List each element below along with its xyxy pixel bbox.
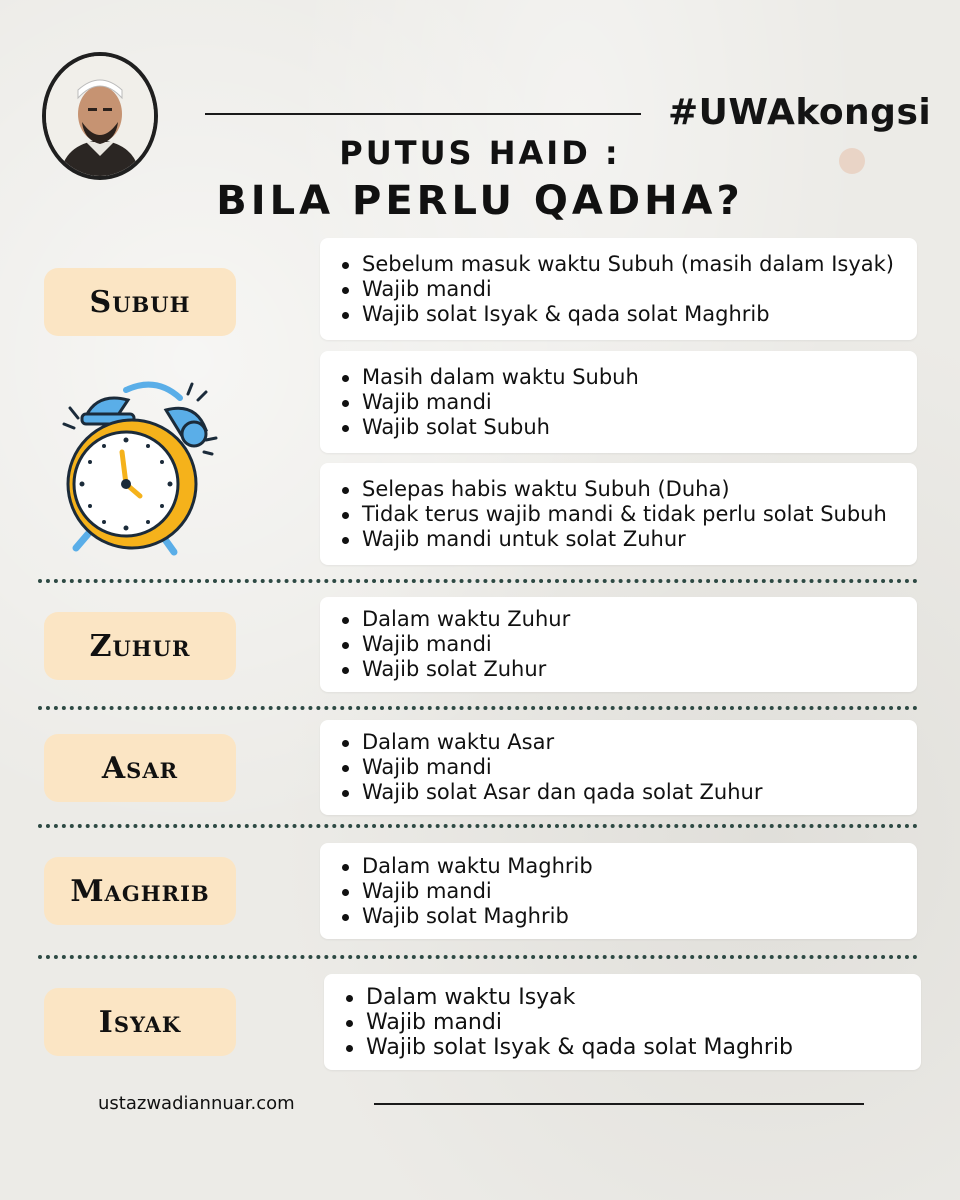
list-item: Wajib solat Subuh — [340, 415, 917, 440]
list-item: Masih dalam waktu Subuh — [340, 365, 917, 390]
list-item: Sebelum masuk waktu Subuh (masih dalam Isyak) — [340, 252, 917, 277]
title-line-1: PUTUS HAID : — [339, 134, 621, 172]
separator — [38, 579, 918, 583]
list-item: Wajib mandi — [340, 755, 917, 780]
alarm-clock-icon — [56, 372, 226, 562]
avatar-portrait — [46, 56, 154, 176]
list-item: Wajib mandi — [340, 632, 917, 657]
decorative-dot — [839, 148, 865, 174]
card-maghrib — [320, 843, 917, 939]
list-item: Wajib solat Isyak & qada solat Maghrib — [340, 302, 917, 327]
card-isyak — [324, 974, 921, 1070]
list-item: Tidak terus wajib mandi & tidak perlu solat Subuh — [340, 502, 917, 527]
label-asar: Asar — [44, 734, 236, 802]
list-item: Wajib mandi untuk solat Zuhur — [340, 527, 917, 552]
list-item: Wajib mandi — [340, 879, 917, 904]
hashtag: #UWAkongsi — [668, 92, 932, 133]
list-item: Wajib solat Asar dan qada solat Zuhur — [340, 780, 917, 805]
title-line-2: BILA PERLU QADHA? — [216, 178, 744, 224]
label-isyak: Isyak — [44, 988, 236, 1056]
label-zuhur: Zuhur — [44, 612, 236, 680]
separator — [38, 706, 918, 710]
card-zuhur — [320, 597, 917, 692]
list-item: Selepas habis waktu Subuh (Duha) — [340, 477, 917, 502]
card-asar — [320, 720, 917, 815]
list-item: Dalam waktu Asar — [340, 730, 917, 755]
list-item: Wajib solat Isyak & qada solat Maghrib — [344, 1035, 921, 1060]
list-item: Dalam waktu Maghrib — [340, 854, 917, 879]
card-subuh-3 — [320, 463, 917, 565]
list-item: Dalam waktu Zuhur — [340, 607, 917, 632]
card-subuh-1 — [320, 238, 917, 340]
separator — [38, 824, 918, 828]
list-item: Wajib mandi — [340, 390, 917, 415]
label-maghrib: Maghrib — [44, 857, 236, 925]
separator — [38, 955, 918, 959]
list-item: Wajib solat Zuhur — [340, 657, 917, 682]
list-item: Wajib mandi — [340, 277, 917, 302]
list-item: Wajib mandi — [344, 1010, 921, 1035]
avatar — [42, 52, 158, 180]
list-item: Dalam waktu Isyak — [344, 985, 921, 1010]
footer-rule — [374, 1103, 864, 1105]
footer-website: ustazwadiannuar.com — [98, 1093, 295, 1114]
card-subuh-2 — [320, 351, 917, 453]
label-subuh: Subuh — [44, 268, 236, 336]
header-rule — [205, 113, 641, 115]
list-item: Wajib solat Maghrib — [340, 904, 917, 929]
